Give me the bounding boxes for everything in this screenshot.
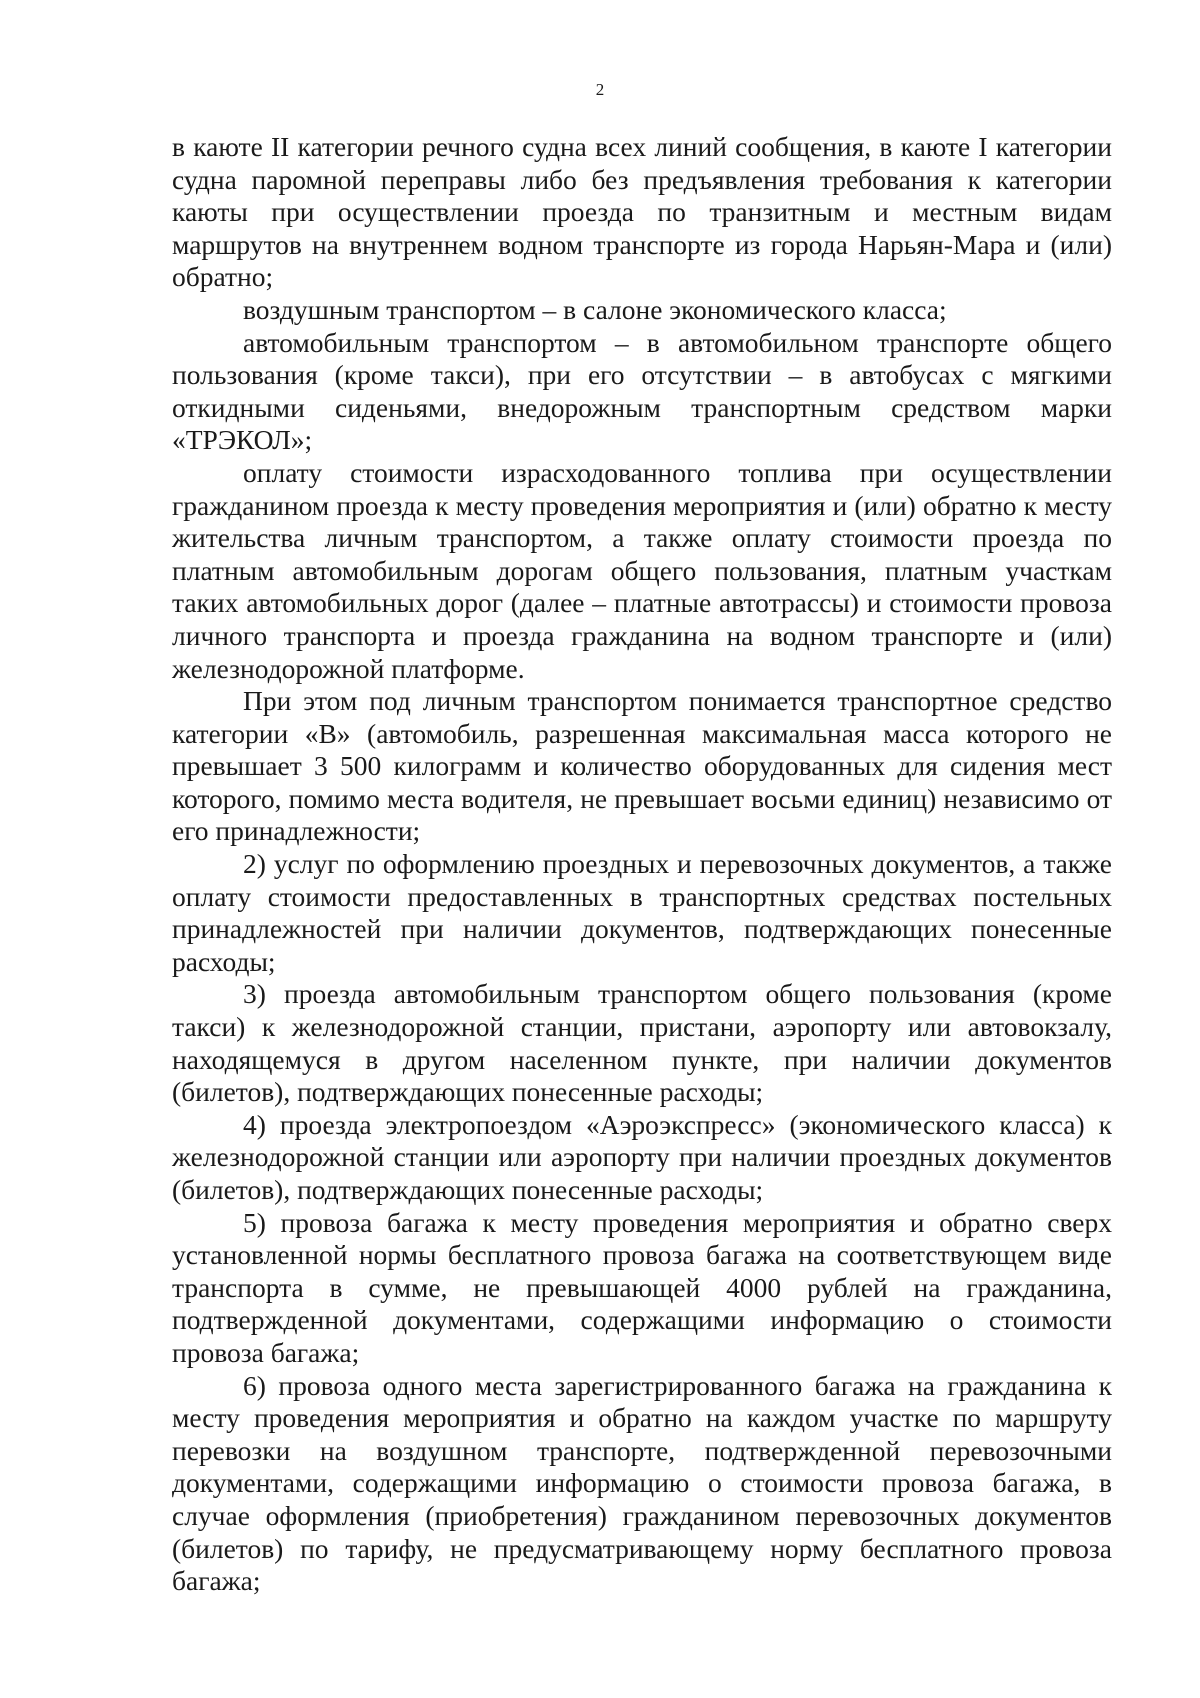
paragraph-item-4: 4) проезда электропоездом «Аэроэкспресс» (экономического класса) к железнодорожной станции или аэропорту при наличии проездных документов (билетов), подтверждающих понесенные расходы; [172, 1108, 1112, 1205]
body-text [172, 131, 1112, 1598]
paragraph-item-5: 5) провоза багажа к месту проведения мероприятия и обратно сверх установленной нормы бесплатного провоза багажа на соответствующем виде транспорта в сумме, не превышающей 4000 рублей на гражданина, подтвержденной документами, содержащими информацию о стоимости провоза багажа; [172, 1206, 1112, 1368]
paragraph-item-6: 6) провоза одного места зарегистрированного багажа на гражданина к месту проведения мероприятия и обратно на каждом участке по маршруту перевозки на воздушном транспорте, подтвержденной перевозочными документами, содержащими информацию о стоимости провоза багажа, в случае оформления (приобретения) гражданином перевозочных документов (билетов) по тарифу, не предусматривающему норму бесплатного провоза багажа; [172, 1369, 1112, 1597]
paragraph-air-transport: воздушным транспортом – в салоне экономического класса; [243, 293, 947, 325]
paragraph-road-transport: автомобильным транспортом – в автомобильном транспорте общего пользования (кроме такси), при его отсутствии – в автобусах с мягкими откидными сиденьями, внедорожным транспортным средством марки «ТРЭКОЛ»; [172, 326, 1112, 456]
paragraph-cabin-class: в каюте II категории речного судна всех линий сообщения, в каюте I категории судна паромной переправы либо без предъявления требования к категории каюты при осуществлении проезда по транзитным и местным видам маршрутов на внутреннем водном транспорте из города Нарьян-Мара и (или) обратно; [172, 131, 1112, 293]
paragraph-personal-transport-definition: При этом под личным транспортом понимается транспортное средство категории «В» (автомобиль, разрешенная максимальная масса которого не превышает 3 500 килограмм и количество оборудованных для сидения мест которого, помимо места водителя, не превышает восьми единиц) независимо от его принадлежности; [172, 685, 1112, 847]
paragraph-item-2: 2) услуг по оформлению проездных и перевозочных документов, а также оплату стоимости предоставленных в транспортных средствах постельных принадлежностей при наличии документов, подтверждающих понесенные расходы; [172, 848, 1112, 977]
paragraph-fuel-cost: оплату стоимости израсходованного топлива при осуществлении гражданином проезда к месту проведения мероприятия и (или) обратно к месту жительства личным транспортом, а также оплату стоимости проезда по платным автомобильным дорогам общего пользования, платным участкам таких автомобильных дорог (далее – платные автотрассы) и стоимости провоза личного транспорта и проезда гражданина на водном транспорте и (или) железнодорожной платформе. [172, 456, 1112, 684]
page-number: 2 [595, 80, 605, 99]
paragraph-item-3: 3) проезда автомобильным транспортом общего пользования (кроме такси) к железнодорожной станции, пристани, аэропорту или автовокзалу, находящемуся в другом населенном пункте, при наличии документов (билетов), подтверждающих понесенные расходы; [172, 978, 1112, 1108]
